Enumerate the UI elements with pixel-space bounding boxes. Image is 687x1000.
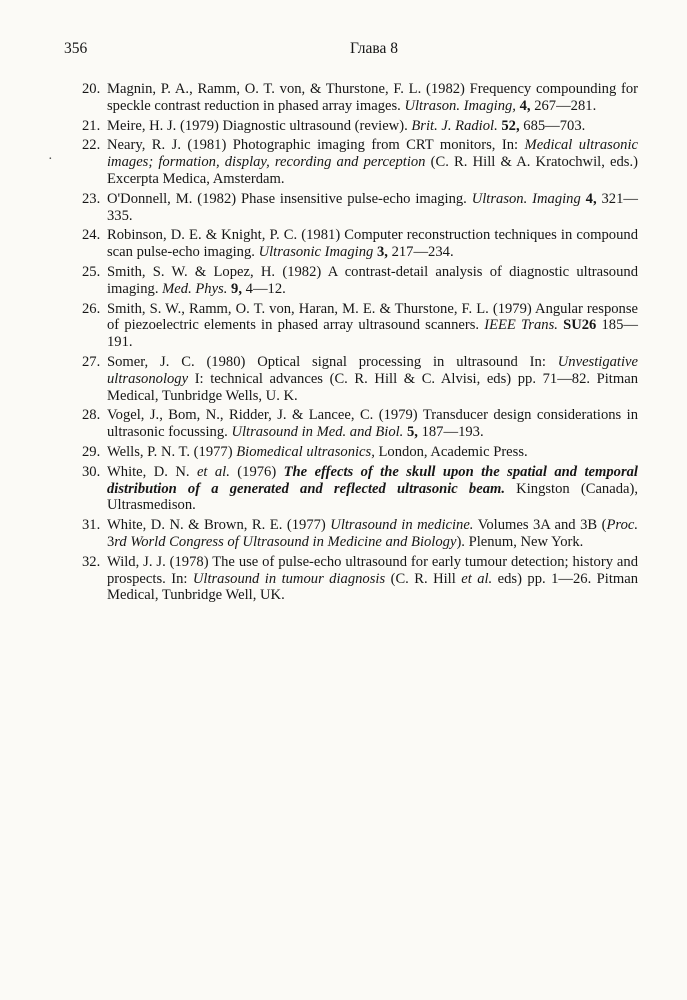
reference-text [107,464,638,514]
reference-text [107,301,638,351]
reference-text [107,264,638,298]
reference-item [64,354,638,404]
reference-number: 21. [82,117,101,134]
reference-number: 22. [82,137,101,154]
reference-text [107,81,638,115]
reference-text-segment: 4, [519,97,531,114]
reference-number: 24. [82,227,101,244]
page-header [64,40,636,60]
reference-number: 29. [82,443,101,460]
reference-item [64,301,638,351]
reference-number: 26. [82,300,101,317]
reference-text-segment: White, D. N. [107,463,197,480]
reference-text-segment: et al. [196,463,230,480]
reference-text-segment: Wells, P. N. T. (1977) [107,443,237,460]
reference-text-segment: Smith, S. W. & Lopez, H. (1982) A contrast-detail analysis of diagnostic ultrasound imaging. [107,263,638,297]
reference-text-segment: Ultrasound in tumour diagnosis [192,570,386,587]
page-number: 356 [64,40,88,57]
reference-text-segment: et al. [461,570,493,587]
reference-text-segment: 9, [231,280,242,297]
reference-number: 27. [82,353,101,370]
reference-text-segment: IEEE Trans. [484,317,558,334]
reference-text-segment: Wild, J. J. (1978) The use of pulse-echo ultrasound for early tumour detection; history and prospects. In: [107,553,638,587]
reference-text-segment: Volumes 3A and 3B ( [473,517,607,534]
reference-text-segment: rd World Congress of Ultrasound in Medicine and Biology [114,533,457,550]
reference-text-segment: Smith, S. W., Ramm, O. T. von, Haran, M. E. & Thurstone, F. L. (1979) Angular response of piezoelectric elements in phased array ultrasound scanners. [107,300,638,334]
reference-text-segment: 5, [406,424,418,441]
reference-text [107,137,638,187]
reference-item [64,444,638,461]
reference-text-segment: (C. R. Hill [385,570,462,587]
reference-item [64,464,638,514]
reference-text-segment: Biomedical ultrasonics, [236,443,375,460]
reference-number: 25. [82,263,101,280]
reference-text-segment: 685—703. [519,117,586,134]
reference-item [64,118,638,135]
reference-number: 23. [82,190,101,207]
reference-text [107,554,638,604]
margin-mark: · [48,152,53,167]
reference-text-segment: The effects of the skull upon the spatial and temporal distribution of a generated and reflected ultrasonic beam. [107,463,638,497]
reference-text-segment: 217—234. [387,244,454,261]
reference-text-segment: 267—281. [530,97,597,114]
reference-number: 32. [82,553,101,570]
reference-text-segment: 3 [107,533,115,550]
reference-item [64,81,638,115]
reference-text [107,118,638,135]
reference-text-segment: Magnin, P. A., Ramm, O. T. von, & Thurstone, F. L. (1982) Frequency compounding for speckle contrast reduction in phased array images. [107,81,638,114]
reference-item [64,137,638,187]
reference-text-segment: SU26 [563,317,597,334]
reference-text-segment: Ultrason. Imaging, [404,97,516,114]
reference-text-segment: I: technical advances (C. R. Hill & C. Alvisi, eds) pp. 71—82. Pitman Medical, Tunbridge Wells, U. K. [107,370,638,404]
reference-list [64,81,638,607]
reference-text [107,407,638,441]
reference-text-segment: Ultrasound in Med. and Biol. [231,424,404,441]
reference-number: 30. [82,463,101,480]
reference-text-segment: Proc. [606,517,638,534]
reference-text-segment: 52, [501,117,520,134]
reference-text-segment: 4, [585,190,597,207]
reference-text-segment: Brit. J. Radiol. [411,117,498,134]
reference-text-segment: (C. R. Hill & A. Kratochwil, eds.) Excerpta Medica, Amsterdam. [107,154,638,187]
reference-text-segment: eds) pp. 1—26. Pitman Medical, Tunbridge Well, UK. [107,570,639,604]
reference-text-segment: Vogel, J., Bom, N., Ridder, J. & Lancee, C. (1979) Transducer design considerations in ultrasonic focussing. [107,407,638,441]
chapter-running-head: Глава 8 [350,40,399,57]
reference-text-segment: Ultrasound in medicine. [330,517,474,534]
reference-text-segment: Unvestigative ultrasonology [107,353,638,387]
reference-text-segment: 3, [376,244,388,261]
reference-text [107,444,638,461]
reference-text-segment: 321—335. [107,190,638,224]
reference-text [107,354,638,404]
reference-number: 31. [82,517,101,534]
reference-text-segment: Somer, J. C. (1980) Optical signal processing in ultrasound In: [107,353,558,370]
reference-item [64,517,638,551]
reference-text-segment: Kingston (Canada), Ultrasmedison. [107,480,638,514]
reference-text-segment: Ultrasonic Imaging [258,244,374,261]
reference-text [107,191,638,225]
reference-text-segment: 4—12. [242,280,286,297]
reference-text-segment: Robinson, D. E. & Knight, P. C. (1981) Computer reconstruction techniques in compound scan pulse-echo imaging. [107,227,638,261]
reference-number: 28. [82,407,101,424]
reference-number: 20. [82,81,101,97]
reference-text-segment: 185—191. [107,317,638,351]
reference-text-segment: O'Donnell, M. (1982) Phase insensitive pulse-echo imaging. [107,190,472,207]
reference-item [64,407,638,441]
reference-text-segment: (1976) [229,463,284,480]
reference-text-segment: London, Academic Press. [374,443,528,460]
reference-text-segment: 187—193. [417,424,484,441]
reference-text [107,517,638,551]
reference-item [64,264,638,298]
reference-text-segment: White, D. N. & Brown, R. E. (1977) [107,517,331,534]
reference-text-segment: ). Plenum, New York. [456,533,584,550]
reference-item [64,554,638,604]
reference-item [64,191,638,225]
reference-item [64,227,638,261]
reference-text-segment: Med. Phys. [162,280,228,297]
reference-text-segment: Neary, R. J. (1981) Photographic imaging from CRT monitors, In: [107,137,525,154]
reference-text-segment: Medical ultrasonic images; formation, display, recording and perception [107,137,638,171]
reference-text [107,227,638,261]
reference-text-segment: Ultrason. Imaging [471,190,581,207]
reference-text-segment: Meire, H. J. (1979) Diagnostic ultrasound (review). [107,117,412,134]
